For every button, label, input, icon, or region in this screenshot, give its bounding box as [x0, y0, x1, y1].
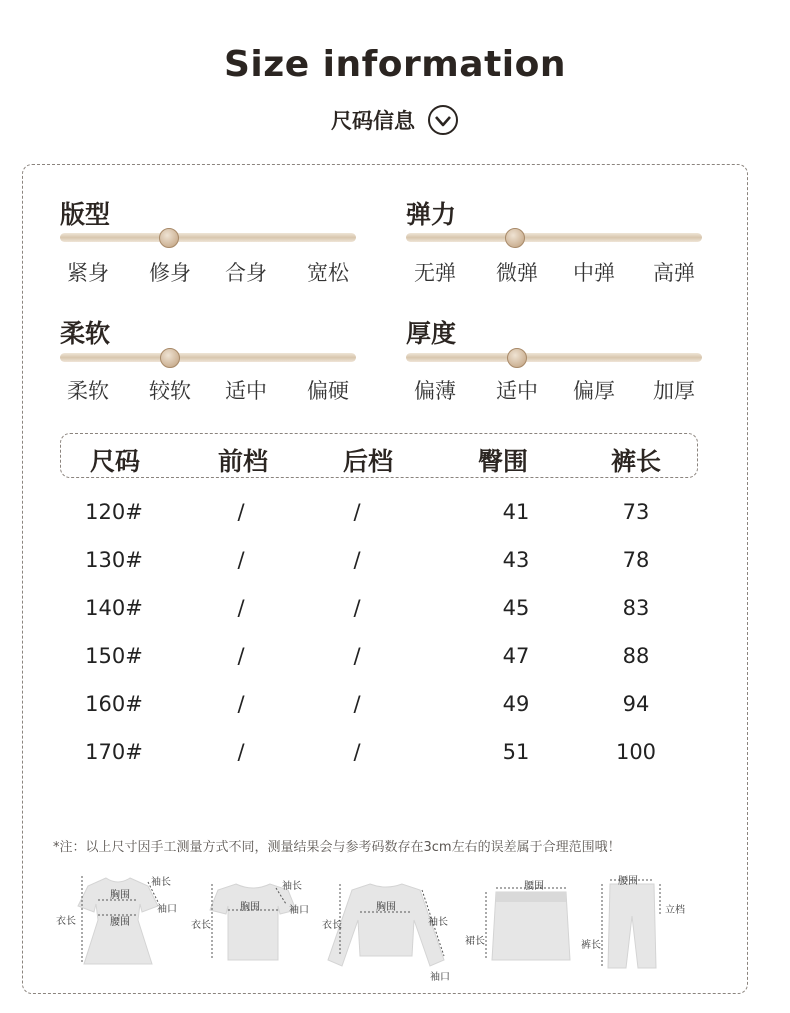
subtitle: 尺码信息 [331, 109, 415, 133]
slider-knob [505, 228, 525, 248]
option-label: 修身 [149, 261, 191, 285]
label-cuff: 袖口 [157, 904, 177, 915]
table-cell: / [237, 644, 245, 668]
option-label: 无弹 [414, 261, 456, 285]
size-cell: 170# [85, 740, 143, 764]
table-cell: 51 [502, 740, 530, 764]
label-chest: 胸围 [110, 890, 130, 901]
table-cell: 83 [622, 596, 650, 620]
label-sleeve-length: 袖长 [428, 917, 448, 928]
option-label: 柔软 [67, 379, 109, 403]
table-cell: 43 [502, 548, 530, 572]
table-cell: / [237, 548, 245, 572]
slider-track [406, 353, 702, 362]
option-label: 适中 [496, 379, 538, 403]
label-rise: 立档 [665, 905, 685, 916]
label-waist: 腰围 [110, 917, 130, 928]
option-label: 合身 [225, 261, 267, 285]
table-cell: 100 [615, 740, 657, 764]
label-length: 衣长 [322, 920, 342, 931]
column-header: 前档 [217, 447, 269, 476]
option-label: 较软 [149, 379, 191, 403]
label-sleeve-length: 袖长 [151, 877, 171, 888]
label-length: 裙长 [465, 936, 485, 947]
column-header: 后档 [342, 447, 394, 476]
table-cell: / [237, 740, 245, 764]
option-label: 适中 [225, 379, 267, 403]
label-waist: 腰围 [524, 881, 544, 892]
table-cell: / [353, 692, 361, 716]
size-table-header [60, 433, 698, 478]
attr-elasticity [406, 195, 702, 295]
size-cell: 150# [85, 644, 143, 668]
attr-title: 弹力 [406, 200, 457, 229]
slider-knob [507, 348, 527, 368]
column-header: 臀围 [477, 447, 529, 476]
label-cuff: 袖口 [430, 972, 450, 983]
table-cell: 47 [502, 644, 530, 668]
size-cell: 140# [85, 596, 143, 620]
label-sleeve-length: 袖长 [282, 881, 302, 892]
table-cell: / [353, 596, 361, 620]
table-cell: / [353, 500, 361, 524]
option-label: 偏硬 [307, 379, 349, 403]
slider-track [60, 353, 356, 362]
label-waist: 腰围 [618, 876, 638, 887]
option-label: 宽松 [307, 261, 349, 285]
skirt-figure-icon [462, 876, 578, 976]
table-cell: 73 [622, 500, 650, 524]
size-cell: 120# [85, 500, 143, 524]
slider-knob [159, 228, 179, 248]
label-length: 衣长 [56, 916, 76, 927]
table-cell: / [353, 740, 361, 764]
table-cell: / [237, 692, 245, 716]
table-cell: / [353, 644, 361, 668]
attr-title: 版型 [60, 200, 111, 229]
label-chest: 胸围 [376, 902, 396, 913]
label-chest: 胸围 [240, 902, 260, 913]
attr-softness [60, 314, 356, 414]
option-label: 微弹 [496, 261, 538, 285]
subtitle-row [0, 104, 790, 136]
table-cell: 41 [502, 500, 530, 524]
slider-knob [160, 348, 180, 368]
table-cell: / [237, 596, 245, 620]
option-label: 加厚 [653, 379, 695, 403]
option-label: 偏厚 [573, 379, 615, 403]
attr-thickness [406, 314, 702, 414]
label-cuff: 袖口 [289, 905, 309, 916]
table-cell: 49 [502, 692, 530, 716]
pants-figure-icon [574, 872, 694, 976]
label-length: 衣长 [191, 920, 211, 931]
chevron-down-icon [427, 104, 459, 136]
slider-track [406, 233, 702, 242]
option-label: 紧身 [67, 261, 109, 285]
attr-fit [60, 195, 356, 295]
table-cell: / [353, 548, 361, 572]
label-length: 裤长 [581, 940, 601, 951]
page-title: Size information [223, 44, 566, 85]
table-cell: 94 [622, 692, 650, 716]
option-label: 高弹 [653, 261, 695, 285]
option-label: 偏薄 [414, 379, 456, 403]
column-header: 尺码 [89, 447, 141, 476]
size-cell: 160# [85, 692, 143, 716]
table-cell: 45 [502, 596, 530, 620]
measurement-note: *注：以上尺寸因手工测量方式不同，测量结果会与参考码数存在3cm左右的误差属于合理范围哦！ [53, 840, 621, 855]
table-cell: 78 [622, 548, 650, 572]
column-header: 裤长 [610, 447, 662, 476]
table-cell: / [237, 500, 245, 524]
slider-track [60, 233, 356, 242]
attr-title: 柔软 [60, 319, 111, 348]
option-label: 中弹 [573, 261, 615, 285]
table-cell: 88 [622, 644, 650, 668]
size-cell: 130# [85, 548, 143, 572]
attr-title: 厚度 [406, 319, 457, 348]
